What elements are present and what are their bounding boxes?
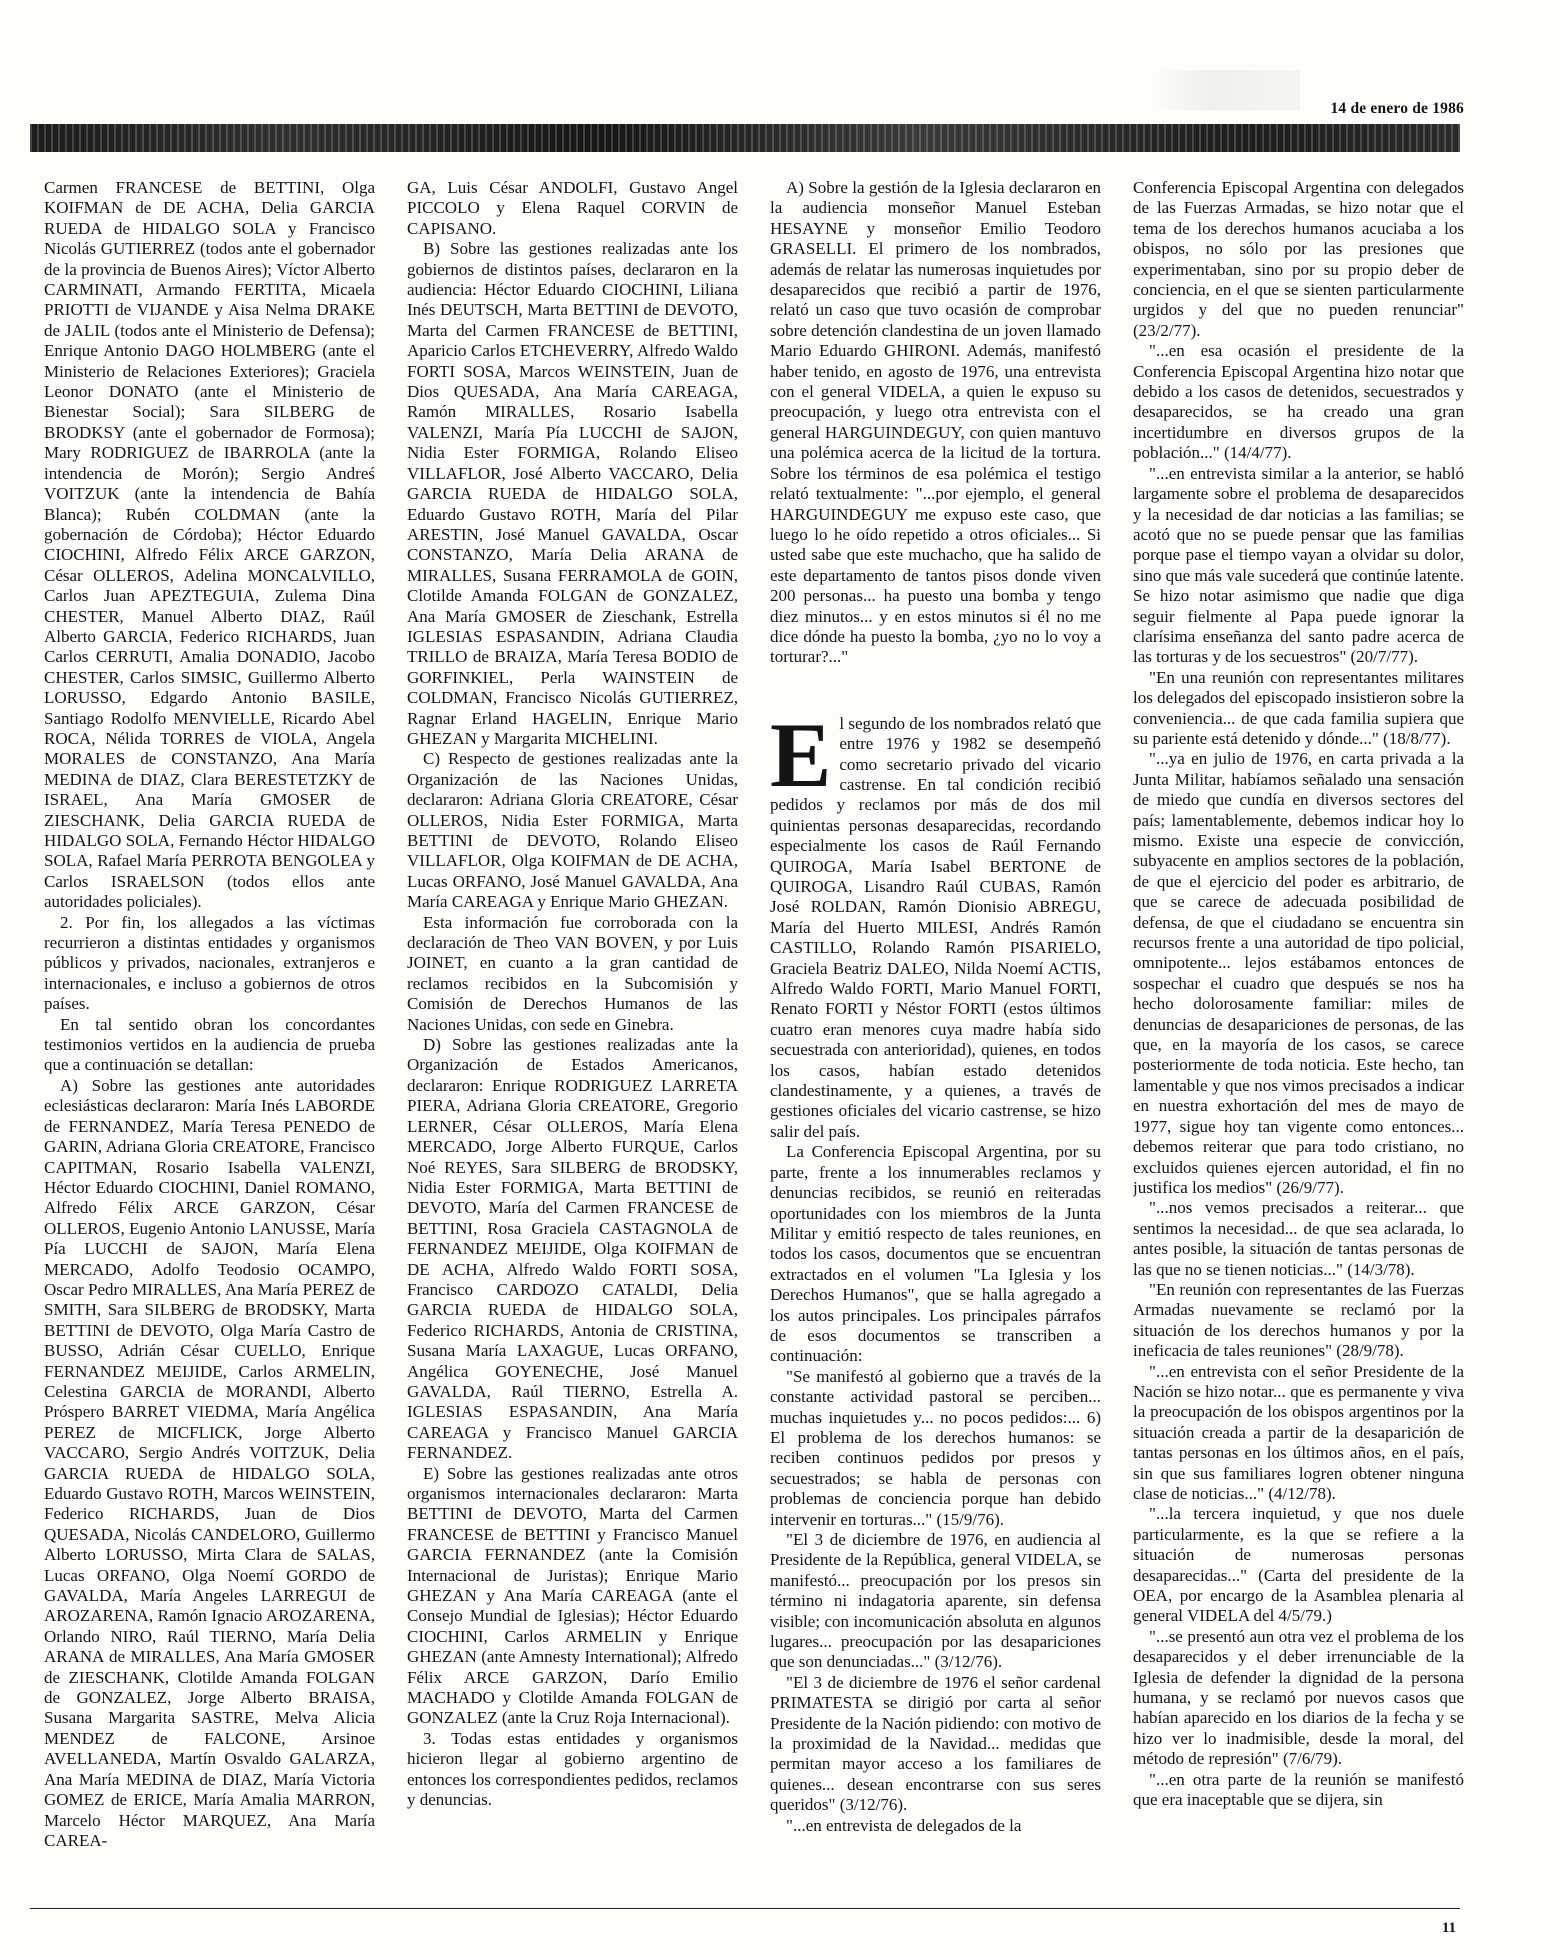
paragraph-text: l segundo de los nombrados relató que entre 1976 y 1982 se desempeñó como secretario privado del vicario castrense. En tal condición recibió pedidos y reclamos por más de dos mil quinientas personas desaparecidas, recordando especialmente los casos de Raúl Fernando QUIROGA, María Isabel BERTONE de QUIROGA, Lisandro Raúl CUBAS, Ramón José ROLDAN, Ramón Dionisio ABREGU, María del Huerto MILESI, Andrés Ramón CASTILLO, Rolando Ramón PISARIELO, Graciela Beatriz DALEO, Nilda Noemí ACTIS, Alfredo Waldo FORTI, Mario Manuel FORTI, Renato FORTI y Néstor FORTI (estos últimos cuatro eran menores cuya madre había sido secuestrada con anterioridad), quienes, en todos los casos, habían estado detenidos clandestinamente, y a quienes, a través de gestiones oficiales del vicario castrense, se hizo salir del país. [770, 713, 1101, 1141]
paragraph: Esta información fue corroborada con la declaración de Theo VAN BOVEN, y por Luis JOINET, en cuanto a la gran cantidad de reclamos recibidos en la Subcomisión y Comisión de Derechos Humanos de las Naciones Unidas, con sede en Ginebra. [407, 912, 738, 1034]
issue-date: 14 de enero de 1986 [1330, 100, 1464, 117]
paragraph: "...se presentó aun otra vez el problema de los desaparecidos y el deber irrenunciable de la Iglesia de defender la dignidad de la persona humana, y se reclamó por nuevos casos que habían aparecido en los diarios de la fecha y se hizo ver lo inadmisible, desde la moral, del método de represión" (7/6/79). [1133, 1626, 1464, 1769]
paragraph: Carmen FRANCESE de BETTINI, Olga KOIFMAN de DE ACHA, Delia GARCIA RUEDA de HIDALGO SOLA y Francisco Nicolás GUTIERREZ (todos ante el gobernador de la provincia de Buenos Aires); Víctor Alberto CARMINATI, Armando FERTITA, Micaela PRIOTTI de VIJANDE y Aisa Nelma DRAKE de JALIL (todos ante el Ministerio de Defensa); Enrique Antonio DAGO HOLMBERG (ante el Ministerio de Relaciones Exteriores); Graciela Leonor DONATO (ante el Ministerio de Bienestar Social); Sara SILBERG de BRODKSY (ante el gobernador de Formosa); Mary RODRIGUEZ de IBARROLA (ante la intendencia de Morón); Sergio Andreś VOITZUK (ante la intendencia de Bahía Blanca); Rubén COLDMAN (ante la gobernación de Córdoba); Héctor Eduardo CIOCHINI, Alfredo Félix ARCE GARZON, César OLLEROS, Adelina MONCALVILLO, Carlos Juan APEZTEGUIA, Zulema Dina CHESTER, Manuel Alberto DIAZ, Raúl Alberto GARCIA, Federico RICHARDS, Juan Carlos CERRUTI, Amalia DONADIO, Jacobo CHESTER, Carlos SIMSIC, Guillermo Alberto LORUSSO, Edgardo Antonio BASILE, Santiago Rodolfo MENVIELLE, Ricardo Abel ROCA, Nélida TORRES de VIOLA, Angela MORALES de CONSTANZO, Ana María MEDINA de DIAZ, Clara BERESTETZKY de ISRAEL, Ana María GMOSER de ZIESCHANK, Delia GARCIA RUEDA de HIDALGO SOLA, Fernando Héctor HIDALGO SOLA, Rafael María PERROTA BENGOLEA y Carlos ISRAELSON (todos ellos ante autoridades policiales). [44, 178, 375, 912]
paragraph: "...en otra parte de la reunión se manifestó que era inaceptable que se dijera, sin [1133, 1769, 1464, 1810]
text-column-4 [1133, 178, 1464, 1896]
paragraph: "...ya en julio de 1976, en carta privada a la Junta Militar, habíamos señalado una sensación de miedo que cundía en diversos sectores del país; lamentablemente, debemos indicar hoy lo mismo. Existe una especie de convicción, subyacente en amplios sectores de la población, de que el ejercicio del poder es arbitrario, de que se carece de adecuada posibilidad de defensa, de que el ciudadano se encuentra sin recursos frente a una autoridad de tipo policial, omnipotente... lejos estábamos entonces de sospechar el cuadro que después se nos ha hecho dolorosamente familiar: miles de denuncias de desapariciones de personas, de las que, en la mayoría de los casos, se carece posteriormente de toda noticia. Este hecho, tan lamentable y que nos vimos precisados a indicar en nuestra exhortación del mes de mayo de 1977, sigue hoy tan vigente como entonces... debemos reiterar que para todo cristiano, no excluidos quienes ejercen autoridad, el fin no justifica los medios" (26/9/77). [1133, 749, 1464, 1197]
text-column-2 [407, 178, 738, 1896]
text-column-3 [770, 178, 1101, 1896]
paragraph: A) Sobre la gestión de la Iglesia declararon en la audiencia monseñor Manuel Esteban HESAYNE y monseñor Emilio Teodoro GRASELLI. El primero de los nombrados, además de relatar las numerosas inquietudes por desaparecidos que recibió a partir de 1976, relató un caso que tuvo ocasión de comprobar sobre detención clandestina de un joven llamado Mario Eduardo GHIRONI. Además, manifestó haber tenido, en agosto de 1976, una entrevista con el general VIDELA, a quien le expuso su preocupación, y luego otra entrevista con el general HARGUINDEGUY, con quien mantuvo una polémica acerca de la licitud de la tortura. Sobre los términos de esa polémica el testigo relató textualmente: "...por ejemplo, el general HARGUINDEGUY me expuso este caso, que luego lo he oído repetido a otros oficiales... Si usted sabe que este muchacho, que ha salido de este departamento de tantos pisos donde viven 200 personas... ha puesto una bomba y tengo diez minutos... y en estos minutos si él no me dice dónde ha puesto la bomba, ¿yo no lo voy a torturar?..." [770, 178, 1101, 667]
text-column-1 [44, 178, 375, 1896]
paragraph: 2. Por fin, los allegados a las víctimas recurrieron a distintas entidades y organismos públicos y privados, nacionales, extranjeros e internacionales, e incluso a gobiernos de otros países. [44, 912, 375, 1014]
dropcap-paragraph [770, 703, 1101, 1143]
paragraph: B) Sobre las gestiones realizadas ante los gobiernos de distintos países, declararon en la audiencia: Héctor Eduardo CIOCHINI, Liliana Inés DEUTSCH, Marta BETTINI de DEVOTO, Marta del Carmen FRANCESE de BETTINI, Aparicio Carlos ETCHEVERRY, Alfredo Waldo FORTI SOSA, Marcos WEINSTEIN, Juan de Dios QUESADA, Ana María CAREAGA, Ramón MIRALLES, Rosario Isabella VALENZI, María Pía LUCCHI de SAJON, Nidia Ester FORMIGA, Rolando Eliseo VILLAFLOR, José Alberto VACCARO, Delia GARCIA RUEDA de HIDALGO SOLA, Eduardo Gustavo ROTH, María del Pilar ARESTIN, José Manuel GAVALDA, Oscar CONSTANZO, María Delia ARANA de MIRALLES, Susana FERRAMOLA de GOIN, Clotilde Amanda FOLGAN de GONZALEZ, Ana María GMOSER de Zieschank, Estrella IGLESIAS ESPASANDIN, Adriana Claudia TRILLO de BRAIZA, María Teresa BODIO de GORFINKIEL, Perla WAINSTEIN de COLDMAN, Francisco Nicolás GUTIERREZ, Ragnar Erland HAGELIN, Enrique Mario GHEZAN y Margarita MICHELINI. [407, 239, 738, 748]
paragraph: "El 3 de diciembre de 1976 el señor cardenal PRIMATESTA se dirigió por carta al señor Presidente de la Nación pidiendo: con motivo de la proximidad de la Navidad... medidas que permitan mayor acceso a los familiares de quienes... desean encontrarse con sus seres queridos" (3/12/76). [770, 1672, 1101, 1815]
paragraph: "Se manifestó al gobierno que a través de la constante actividad pastoral se perciben... muchas inquietudes y... no pocos pedidos:... 6) El problema de los derechos humanos: se reciben continuos pedidos por presos y secuestrados; se habla de personas con problemas de conciencia porque han debido intervenir en torturas..." (15/9/76). [770, 1366, 1101, 1529]
paragraph: "En reunión con representantes de las Fuerzas Armadas nuevamente se reclamó por la situación de los derechos humanos y por la ineficacia de tales reuniones" (28/9/78). [1133, 1279, 1464, 1361]
paragraph: D) Sobre las gestiones realizadas ante la Organización de Estados Americanos, declararon: Enrique RODRIGUEZ LARRETA PIERA, Adriana Gloria CREATORE, Gregorio LERNER, César OLLEROS, María Elena MERCADO, Jorge Alberto FURQUE, Carlos Noé REYES, Sara SILBERG de BRODSKY, Nidia Ester FORMIGA, Marta BETTINI de DEVOTO, María del Carmen FRANCESE de BETTINI, Rosa Graciela CASTAGNOLA de FERNANDEZ MEIJIDE, Olga KOIFMAN de DE ACHA, Alfredo Waldo FORTI SOSA, Francisco CARDOZO CATALDI, Delia GARCIA RUEDA de HIDALGO SOLA, Federico RICHARDS, Antonia de CRISTINA, Susana María LAXAGUE, Lucas ORFANO, Angélica GOYENECHE, José Manuel GAVALDA, Raúl TIERNO, Estrella A. IGLESIAS ESPASANDIN, Ana María CAREAGA y Francisco Manuel GARCIA FERNANDEZ. [407, 1035, 738, 1463]
paragraph: "...en entrevista con el señor Presidente de la Nación se hizo notar... que es permanente y viva la preocupación de los obispos argentinos por la situación creada a partir de la desaparición de tantas personas en los últimos años, en el país, sin que sus familiares logren obtener ninguna clase de noticias..." (4/12/78). [1133, 1361, 1464, 1503]
paragraph: "...en esa ocasión el presidente de la Conferencia Episcopal Argentina hizo notar que debido a los casos de detenidos, secuestrados y desaparecidos, se ha creado una gran incertidumbre en diversos grupos de la población..." (14/4/77). [1133, 341, 1464, 463]
paragraph: Conferencia Episcopal Argentina con delegados de las Fuerzas Armadas, se hizo notar que el tema de los derechos humanos acuciaba a los obispos, no sólo por las presiones que experimentaban, sino por su propio deber de conciencia, en el que se sienten particularmente urgidos y del que no pueden renunciar" (23/2/77). [1133, 178, 1464, 340]
paragraph: 3. Todas estas entidades y organismos hicieron llegar al gobierno argentino de entonces los correspondientes pedidos, reclamos y denuncias. [407, 1728, 738, 1810]
drop-cap: E [770, 703, 832, 806]
header-band [30, 124, 1460, 152]
footer-rule [30, 1908, 1460, 1909]
paragraph: "...la tercera inquietud, y que nos duele particularmente, es la que se refiere a la situación de numerosas personas desaparecidas..." (Carta del presidente de la OEA, por encargo de la Asamblea plenaria al general VIDELA del 4/5/79.) [1133, 1504, 1464, 1626]
paragraph: E) Sobre las gestiones realizadas ante otros organismos internacionales declararon: Marta BETTINI de DEVOTO, Marta del Carmen FRANCESE de BETTINI y Francisco Manuel GARCIA FERNANDEZ (ante la Comisión Internacional de Juristas); Enrique Mario GHEZAN y Ana María CAREAGA (ante el Consejo Mundial de Iglesias); Héctor Eduardo CIOCHINI, Carlos ARMELIN y Enrique GHEZAN (ante Amnesty International); Alfredo Félix ARCE GARZON, Darío Emilio MACHADO y Clotilde Amanda FOLGAN de GONZALEZ (ante la Cruz Roja Internacional). [407, 1463, 738, 1728]
article-body [44, 178, 1464, 1896]
paragraph: "...nos vemos precisados a reiterar... que sentimos la necesidad... de que sea aclarada, lo antes posible, la situación de tantas personas de las que no se tienen noticias..." (14/3/78). [1133, 1198, 1464, 1279]
paragraph: "...en entrevista similar a la anterior, se habló largamente sobre el problema de desaparecidos y la necesidad de dar noticias a las familias; se acotó que no se puede pensar que las familias porque pase el tiempo vayan a olvidar su dolor, sino que más vale sucederá que continúe latente. Se hizo notar asimismo que nadie que diga seguir fielmente al Papa puede ignorar la clarísima enseñanza del santo padre acerca de las torturas y de los secuestros" (20/7/77). [1133, 463, 1464, 667]
paragraph: A) Sobre las gestiones ante autoridades eclesiásticas declararon: María Inés LABORDE de FERNANDEZ, María Teresa PENEDO de GARIN, Adriana Gloria CREATORE, Francisco CAPITMAN, Rosario Isabella VALENZI, Héctor Eduardo CIOCHINI, Daniel ROMANO, Alfredo Félix ARCE GARZON, César OLLEROS, Eugenio Antonio LANUSSE, María Pía LUCCHI de SAJON, María Elena MERCADO, Adolfo Teodosio OCAMPO, Oscar Pedro MIRALLES, Ana María PEREZ de SMITH, Sara SILBERG de BRODSKY, Marta BETTINI de DEVOTO, Olga María Castro de BUSSO, Adrián César CUELLO, Enrique FERNANDEZ MEIJIDE, Carlos ARMELIN, Celestina GARCIA de MORANDI, Alberto Próspero BARRET VIEDMA, María Angélica PEREZ de MICFLICK, Jorge Alberto VACCARO, Sergio Andrés VOITZUK, Delia GARCIA RUEDA de HIDALGO SOLA, Eduardo Gustavo ROTH, Marcos WEINSTEIN, Federico RICHARDS, Juan de Dios QUESADA, Nicolás CANDELORO, Guillermo Alberto LORUSSO, Mirta Clara de SALAS, Lucas ORFANO, Olga Noemí GORDO de GAVALDA, María Angeles LARREGUI de AROZARENA, Ramón Ignacio AROZARENA, Orlando NIRO, Raúl TIERNO, María Delia ARANA de MIRALLES, Ana María GMOSER de ZIESCHANK, Clotilde Amanda FOLGAN de GONZALEZ, Jorge Alberto BRAISA, Susana Margarita SASTRE, Melva Alicia MENDEZ de FALCONE, Arsinoe AVELLANEDA, Martín Osvaldo GALARZA, Ana María MEDINA de DIAZ, María Victoria GOMEZ de ERICE, María Amalia MARRON, Marcelo Héctor MARQUEZ, Ana María CAREA- [44, 1075, 375, 1850]
paragraph: C) Respecto de gestiones realizadas ante la Organización de las Naciones Unidas, declararon: Adriana Gloria CREATORE, César OLLEROS, Nidia Ester FORMIGA, Marta BETTINI de DEVOTO, Rolando Eliseo VILLAFLOR, Olga KOIFMAN de DE ACHA, Lucas ORFANO, José Manuel GAVALDA, Ana María CAREAGA y Enrique Mario GHEZAN. [407, 749, 738, 912]
paragraph: "En una reunión con representantes militares los delegados del episcopado insistieron sobre la conveniencia... de que cada familia supiera que su pariente está detenido y dónde..." (18/8/77). [1133, 667, 1464, 748]
page-number: 11 [1441, 1920, 1456, 1936]
paragraph: En tal sentido obran los concordantes testimonios vertidos en la audiencia de prueba que a continuación se detallan: [44, 1014, 375, 1075]
paragraph: "El 3 de diciembre de 1976, en audiencia al Presidente de la República, general VIDELA, se manifestó... preocupación por los presos sin término ni indagatoria aparente, sin defensa visible; con incomunicación absoluta en algunos lugares... preocupación por las desapariciones que son denunciadas..." (3/12/76). [770, 1530, 1101, 1672]
paragraph: GA, Luis César ANDOLFI, Gustavo Angel PICCOLO y Elena Raquel CORVIN de CAPISANO. [407, 178, 738, 238]
paragraph: La Conferencia Episcopal Argentina, por su parte, frente a los innumerables reclamos y denuncias recibidos, se reunió en reiteradas oportunidades con los miembros de la Junta Militar y emitió respecto de tales reuniones, en todos los casos, documentos que se encuentran extractados en el volumen "La Iglesia y los Derechos Humanos", que se halla agregado a los autos principales. Los principales párrafos de esos documentos se transcriben a continuación: [770, 1142, 1101, 1366]
masthead-ghost [1150, 70, 1300, 110]
paragraph: "...en entrevista de delegados de la [786, 1815, 1022, 1835]
